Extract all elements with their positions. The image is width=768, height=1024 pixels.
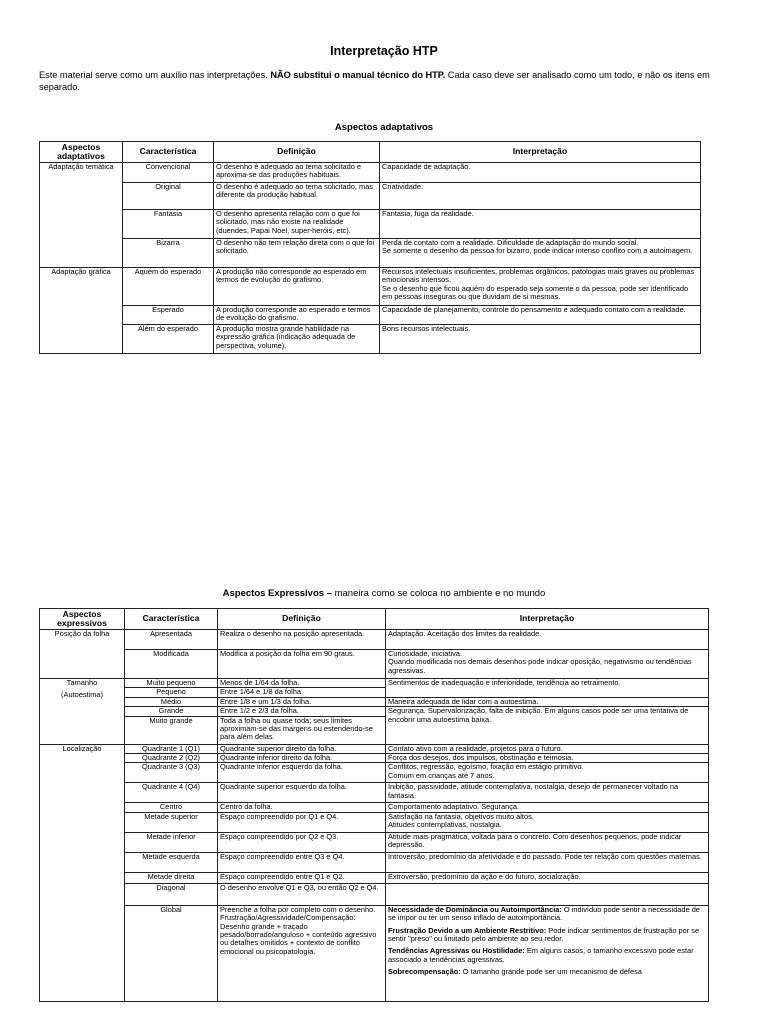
adaptive-section-title: Aspectos adaptativos [334, 122, 434, 133]
interpretation-line: O indivíduo pode sentir a necessidade de se impor ou ter um senso inflado de autoimportância. [388, 905, 700, 923]
interpretation-label: Frustração Devido a um Ambiente Restritivo: [388, 925, 547, 935]
characteristic-cell: Esperado [123, 306, 214, 325]
table-row [40, 268, 701, 306]
table-header-row [40, 609, 709, 630]
characteristic-cell: Bizarra [123, 239, 214, 268]
interpretation-cell [386, 650, 709, 679]
aspect-cell: Posição da folha [40, 630, 125, 679]
table-row [40, 832, 709, 852]
interpretation-cell [380, 268, 701, 306]
table-row [40, 306, 701, 325]
characteristic-cell: Muito pequeno [125, 679, 218, 688]
interpretation-cell: Introversão, predomínio da afetividade e do passado. Pode ter relação com questões maternas. [386, 852, 709, 872]
definition-cell: O desenho envolve Q1 e Q3, ou então Q2 e Q4. [218, 883, 386, 905]
aspect-cell: Adaptação temática [40, 163, 123, 268]
interpretation-line: Satisfação na fantasia, objetivos muito altos. [388, 812, 534, 821]
column-header: Aspectos adaptativos [40, 142, 123, 163]
interpretation-line: Conflitos, regressão, egoísmo, fixação em estágio primitivo. [388, 762, 584, 772]
definition-cell: Menos de 1/64 da folha. [218, 679, 386, 688]
characteristic-cell: Quadrante 2 (Q2) [125, 754, 218, 763]
interpretation-cell: Sentimentos de inadequação e inferioridade, tendência ao retraimento. [386, 679, 709, 698]
definition-cell [218, 905, 386, 1001]
interpretation-cell: Criatividade. [380, 183, 701, 210]
interpretation-cell: Extroversão, predomínio da ação e do futuro, socialização. [386, 872, 709, 883]
interpretation-line: Recursos intelectuais insuficientes, problemas orgânicos, patologias mais graves ou problemas emocionais intensos. [382, 267, 695, 285]
definition-cell: Espaço compreendido por Q2 e Q3. [218, 832, 386, 852]
definition-cell: Centro da folha. [218, 803, 386, 812]
table-row [40, 239, 701, 268]
characteristic-cell: Grande [125, 707, 218, 716]
interpretation-line: Se o desenho que ficou aquém do esperado seja somente o da pessoa, pode ser identificado em pessoas inseguras ou que duvidam de si mesmas. [382, 283, 689, 302]
intro-paragraph [39, 69, 711, 93]
interpretation-cell: Atitude mais pragmática, voltada para o concreto. Com desenhos pequenos, pode indicar depressão. [386, 832, 709, 852]
characteristic-cell: Centro [125, 803, 218, 812]
interpretation-line: Em alguns casos, o tamanho excessivo pode estar associado a tendências agressivas. [388, 946, 694, 964]
characteristic-cell: Médio [125, 697, 218, 706]
characteristic-cell: Além do esperado [123, 325, 214, 354]
interpretation-cell: Inibição, passividade, atitude contemplativa, nostalgia, desejo de permanecer voltado na fantasia. [386, 783, 709, 803]
definition-cell: Quadrante inferior direito da folha. [218, 754, 386, 763]
characteristic-cell: Quadrante 4 (Q4) [125, 783, 218, 803]
interpretation-line: Quando modificada nos demais desenhos pode indicar oposição, negativismo ou tendências agressivas. [388, 657, 692, 675]
interpretation-label: Necessidade de Dominância ou Autoimportância: [388, 905, 562, 914]
table-row [40, 905, 709, 1001]
characteristic-cell: Metade inferior [125, 832, 218, 852]
definition-cell: Modifica a posição da folha em 90 graus. [218, 650, 386, 679]
column-header: Característica [125, 609, 218, 630]
table-header-row [40, 142, 701, 163]
interpretation-label: Sobrecompensação: [388, 967, 461, 977]
aspect-cell [40, 679, 125, 745]
definition-cell: Espaço compreendido por Q1 e Q4. [218, 812, 386, 832]
intro-text-end: Cada caso deve ser analisado como um todo, e não os itens em separado. [39, 70, 710, 92]
expressive-title: Aspectos Expressivos – [222, 588, 332, 599]
definition-cell: O desenho apresenta relação com o que foi solicitado, mas não existe na realidade (duendes, Papai Noel, super-heróis, etc). [214, 210, 380, 239]
characteristic-cell: Metade superior [125, 812, 218, 832]
interpretation-line: Curiosidade, iniciativa. [388, 649, 462, 658]
characteristic-cell: Fantasia [123, 210, 214, 239]
characteristic-cell: Metade direita [125, 872, 218, 883]
interpretation-cell: Capacidade de adaptação. [380, 163, 701, 183]
interpretation-cell: Adaptação. Aceitação dos limites da realidade. [386, 630, 709, 650]
aspect-label: (Autoestima) [61, 690, 103, 700]
characteristic-cell: Modificada [125, 650, 218, 679]
document-title: Interpretação HTP [330, 44, 438, 58]
expressive-table [39, 608, 709, 1002]
definition-cell: A produção corresponde ao esperado e termos de evolução do grafismo. [214, 306, 380, 325]
definition-cell: O desenho é adequado ao tema solicitado e aproxima-se das produções habituais. [214, 163, 380, 183]
column-header: Característica [123, 142, 214, 163]
definition-cell: A produção não corresponde ao esperado em termos de evolução do grafismo. [214, 268, 380, 306]
table-row [40, 803, 709, 812]
definition-cell: Entre 1/64 e 1/8 da folha. [218, 688, 386, 697]
characteristic-cell: Metade esquerda [125, 852, 218, 872]
interpretation-cell [386, 905, 709, 1001]
definition-cell: Espaço compreendido entre Q1 e Q2. [218, 872, 386, 883]
table-row [40, 754, 709, 763]
interpretation-cell: Contato ativo com a realidade, projetos para o futuro. [386, 744, 709, 753]
table-row [40, 325, 701, 354]
table-row [40, 883, 709, 905]
column-header: Definição [214, 142, 380, 163]
characteristic-cell: Convencional [123, 163, 214, 183]
interpretation-cell: Segurança. Supervalorização, falta de inibição. Em alguns casos pode ser uma tentativa de encobrir uma autoestima baixa. [386, 707, 709, 744]
characteristic-cell: Quadrante 1 (Q1) [125, 744, 218, 753]
definition-cell: Entre 1/8 e um 1/3 da folha. [218, 697, 386, 706]
interpretation-label: Tendências Agressivas ou Hostilidade: [388, 946, 525, 956]
table-row [40, 763, 709, 783]
interpretation-cell: Bons recursos intelectuais. [380, 325, 701, 354]
table-row [40, 852, 709, 872]
characteristic-cell: Original [123, 183, 214, 210]
table-row [40, 650, 709, 679]
characteristic-cell: Muito grande [125, 716, 218, 744]
aspect-cell: Adaptação gráfica [40, 268, 123, 354]
table-row [40, 210, 701, 239]
table-row [40, 163, 701, 183]
characteristic-cell: Global [125, 905, 218, 1001]
characteristic-cell: Aquém do esperado [123, 268, 214, 306]
characteristic-cell: Diagonal [125, 883, 218, 905]
aspect-cell: Localização [40, 744, 125, 1001]
characteristic-cell: Apresentada [125, 630, 218, 650]
definition-cell: O desenho é adequado ao tema solicitado, mas diferente da produção habitual. [214, 183, 380, 210]
definition-cell: A produção mostra grande habilidade na expressão gráfica (indicação adequada de perspectiva, volume). [214, 325, 380, 354]
interpretation-line: Perda de contato com a realidade. Dificuldade de adaptação do mundo social. [382, 238, 639, 247]
interpretation-line: Se somente o desenho da pessoa for bizarro, pode indicar intenso conflito com a autoimagem. [382, 246, 693, 256]
interpretation-line: O tamanho grande pode ser um mecanismo de defesa [460, 967, 642, 977]
intro-warning: NÃO substitui o manual técnico do HTP. [270, 70, 446, 80]
table-row [40, 744, 709, 753]
column-header: Aspectos expressivos [40, 609, 125, 630]
definition-cell: Quadrante inferior esquerdo da folha. [218, 763, 386, 783]
interpretation-line: Atitudes contemplativas, nostalgia. [388, 820, 502, 830]
interpretation-cell [386, 812, 709, 832]
adaptive-table [39, 141, 701, 354]
definition-cell: Quadrante superior direito da folha. [218, 744, 386, 753]
interpretation-cell: Maneira adequada de lidar com a autoestima. [386, 697, 709, 706]
table-row [40, 697, 709, 706]
definition-cell: Toda a folha ou quase toda; seus limites aproximam-se das margens ou estendendo-se para além delas. [218, 716, 386, 744]
characteristic-cell: Quadrante 3 (Q3) [125, 763, 218, 783]
definition-cell: O desenho não tem relação direta com o que foi solicitado. [214, 239, 380, 268]
column-header: Interpretação [380, 142, 701, 163]
interpretation-cell [380, 239, 701, 268]
interpretation-line: Pode indicar sentimentos de frustração por se sentir "preso" ou limitado pelo ambiente ao seu redor. [388, 925, 700, 944]
column-header: Definição [218, 609, 386, 630]
definition-cell: Entre 1/2 e 2/3 da folha. [218, 707, 386, 716]
expressive-subtitle: maneira como se coloca no ambiente e no mundo [331, 588, 546, 599]
definition-line: Frustração/Agressividade/Compensação: Desenho grande + traçado pesado/borrado/anguloso + conteúdo agressivo ou detalhes omitidos + contexto de conflito emocional ou psicopatologia. [220, 913, 377, 956]
table-row [40, 630, 709, 650]
definition-cell: Realiza o desenho na posição apresentada. [218, 630, 386, 650]
interpretation-line: Comum em crianças até 7 anos. [388, 770, 495, 780]
interpretation-cell: Força dos desejos, dos impulsos, obstinação e teimosia. [386, 754, 709, 763]
interpretation-cell: Capacidade de planejamento, controle do pensamento e adequado contato com a realidade. [380, 306, 701, 325]
table-row [40, 707, 709, 716]
definition-cell: Espaço compreendido entre Q3 e Q4. [218, 852, 386, 872]
expressive-section-title [0, 588, 768, 599]
table-row [40, 679, 709, 688]
characteristic-cell: Pequeno [125, 688, 218, 697]
interpretation-cell: Comportamento adaptativo. Segurança. [386, 803, 709, 812]
interpretation-cell: Fantasia, fuga da realidade. [380, 210, 701, 239]
column-header: Interpretação [386, 609, 709, 630]
interpretation-cell [386, 763, 709, 783]
definition-cell: Quadrante superior esquerdo da folha. [218, 783, 386, 803]
aspect-label: Tamanho [66, 678, 98, 687]
table-row [40, 783, 709, 803]
table-row [40, 183, 701, 210]
table-row [40, 812, 709, 832]
table-row [40, 872, 709, 883]
definition-line: Preenche a folha por completo com o desenho. [220, 905, 376, 914]
intro-text: Este material serve como um auxílio nas interpretações. [39, 70, 271, 80]
interpretation-cell [386, 883, 709, 905]
